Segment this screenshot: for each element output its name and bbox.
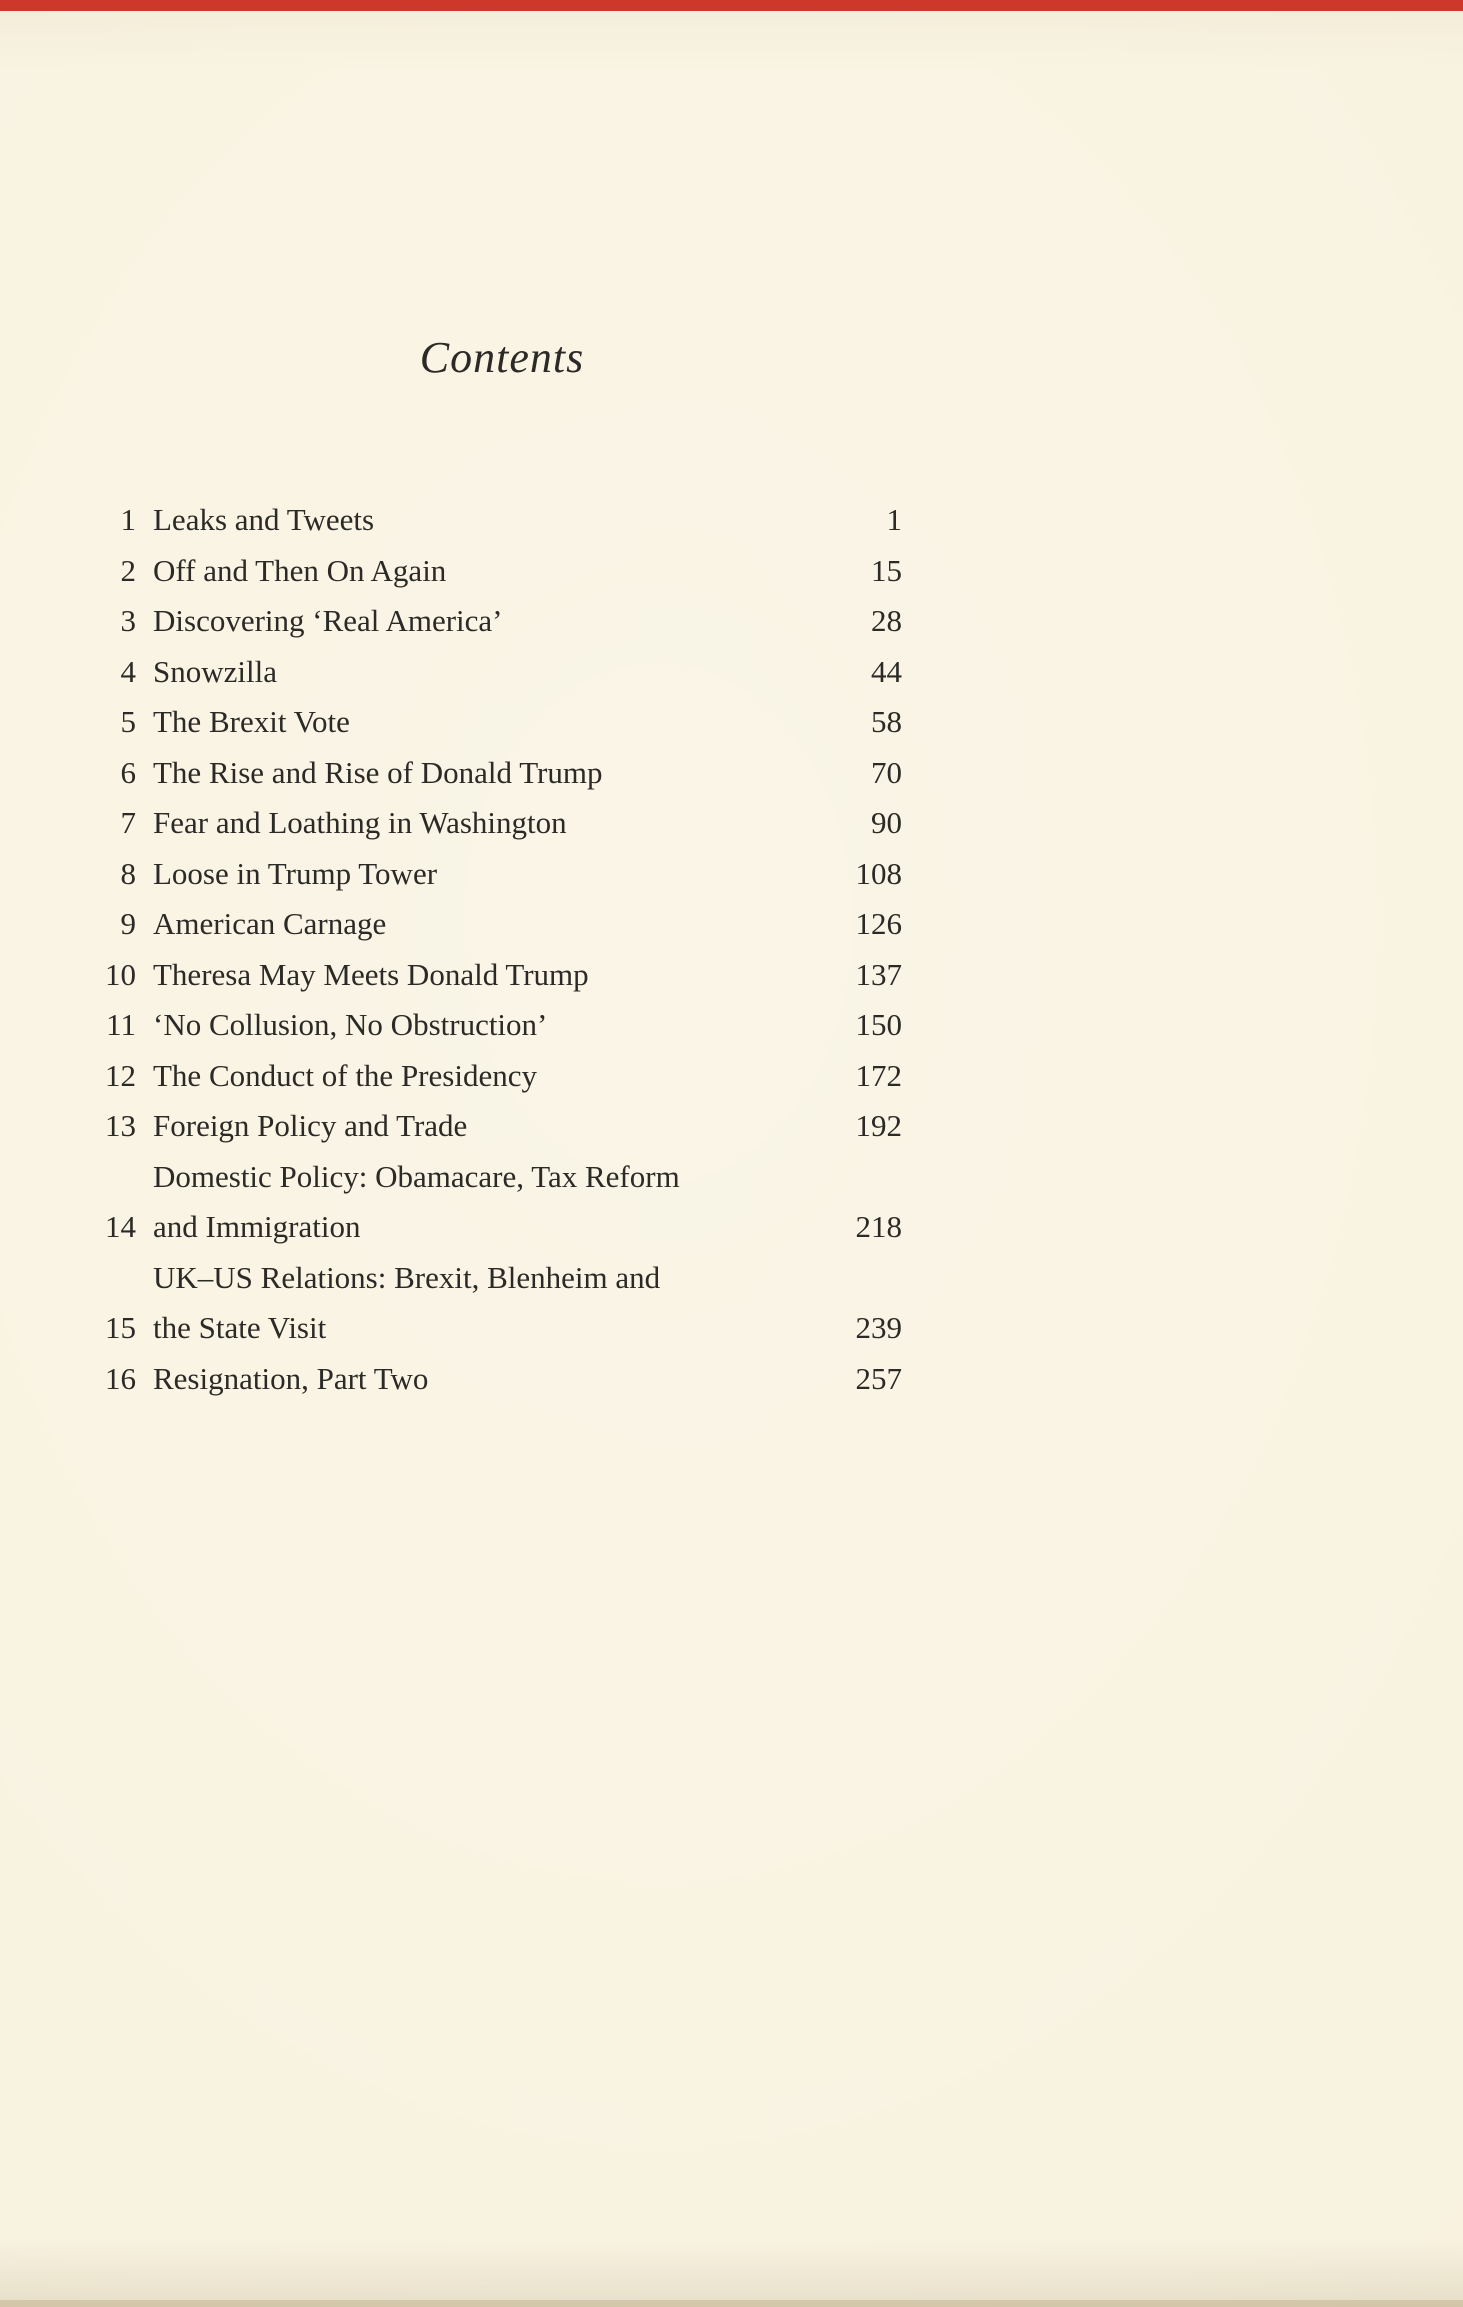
chapter-title-line: Resignation, Part Two xyxy=(153,1360,429,1396)
chapter-title-line: UK–US Relations: Brexit, Blenheim and xyxy=(153,1259,661,1295)
page-number: 28 xyxy=(871,603,902,638)
page-number: 137 xyxy=(855,956,902,992)
chapter-number: 14 xyxy=(105,1209,136,1244)
page-number: 257 xyxy=(855,1360,902,1396)
page-number: 150 xyxy=(855,1007,902,1042)
chapter-title xyxy=(136,849,832,900)
page-number: 126 xyxy=(855,906,902,941)
chapter-title-line: Foreign Policy and Trade xyxy=(153,1108,468,1143)
page-number: 192 xyxy=(855,1108,902,1143)
chapter-number: 2 xyxy=(120,552,136,588)
toc-entry xyxy=(102,596,902,647)
page-number: 15 xyxy=(871,552,902,588)
toc-entry xyxy=(102,495,902,546)
contents-title: Contents xyxy=(419,333,585,382)
chapter-title xyxy=(136,1000,832,1051)
chapter-number: 12 xyxy=(105,1057,136,1093)
chapter-title-line: American Carnage xyxy=(153,906,387,941)
chapter-title xyxy=(136,546,832,597)
chapter-title-line: Fear and Loathing in Washington xyxy=(153,805,567,840)
contents-section xyxy=(102,332,902,1404)
chapter-title xyxy=(136,1253,832,1354)
chapter-number: 10 xyxy=(105,956,136,992)
chapter-title-line: ‘No Collusion, No Obstruction’ xyxy=(153,1007,548,1042)
chapter-number: 6 xyxy=(120,754,136,790)
chapter-title xyxy=(136,495,832,546)
chapter-title-line: Discovering ‘Real America’ xyxy=(153,603,503,638)
chapter-number: 5 xyxy=(120,704,136,739)
toc-list xyxy=(102,495,902,1404)
chapter-number: 3 xyxy=(120,603,136,638)
chapter-title xyxy=(136,899,832,950)
toc-entry xyxy=(102,798,902,849)
page-number: 239 xyxy=(855,1310,902,1345)
page-number: 172 xyxy=(855,1057,902,1093)
chapter-title-line: Leaks and Tweets xyxy=(153,502,375,537)
chapter-number: 15 xyxy=(105,1310,136,1345)
page-bottom-edge xyxy=(0,2300,1463,2307)
chapter-number: 9 xyxy=(120,906,136,941)
chapter-title xyxy=(136,1354,832,1405)
page-number: 58 xyxy=(871,704,902,739)
chapter-title xyxy=(136,950,832,1001)
chapter-title-line: Off and Then On Again xyxy=(153,552,447,588)
chapter-title-line: Snowzilla xyxy=(153,653,277,689)
chapter-title-line: and Immigration xyxy=(153,1209,361,1244)
toc-entry xyxy=(102,1354,902,1405)
chapter-title-line: Loose in Trump Tower xyxy=(153,855,438,891)
toc-entry xyxy=(102,1152,902,1253)
chapter-title-line: the State Visit xyxy=(153,1310,327,1345)
chapter-number: 11 xyxy=(106,1007,136,1042)
page-number: 44 xyxy=(871,653,902,689)
chapter-title xyxy=(136,798,832,849)
toc-entry xyxy=(102,1253,902,1354)
toc-entry xyxy=(102,1101,902,1152)
chapter-title-line: Theresa May Meets Donald Trump xyxy=(153,956,589,992)
chapter-number: 7 xyxy=(120,805,136,840)
toc-entry xyxy=(102,1051,902,1102)
toc-entry xyxy=(102,849,902,900)
chapter-title xyxy=(136,1101,832,1152)
toc-entry xyxy=(102,647,902,698)
page-number: 1 xyxy=(886,502,902,537)
chapter-title-line: Domestic Policy: Obamacare, Tax Reform xyxy=(153,1158,680,1194)
page-number: 70 xyxy=(871,754,902,790)
top-edge-stripe xyxy=(0,0,1463,11)
chapter-title-line: The Rise and Rise of Donald Trump xyxy=(153,754,603,790)
toc-entry xyxy=(102,899,902,950)
chapter-title xyxy=(136,596,832,647)
chapter-title xyxy=(136,647,832,698)
page-number: 90 xyxy=(871,805,902,840)
chapter-title xyxy=(136,748,832,799)
chapter-number: 4 xyxy=(120,653,136,689)
chapter-number: 8 xyxy=(120,855,136,891)
toc-entry xyxy=(102,748,902,799)
chapter-title-line: The Conduct of the Presidency xyxy=(153,1057,537,1093)
chapter-title xyxy=(136,697,832,748)
page-number: 218 xyxy=(855,1209,902,1244)
chapter-number: 13 xyxy=(105,1108,136,1143)
page-number: 108 xyxy=(855,855,902,891)
toc-entry xyxy=(102,950,902,1001)
toc-entry xyxy=(102,697,902,748)
chapter-title-line: The Brexit Vote xyxy=(153,704,350,739)
toc-entry xyxy=(102,546,902,597)
chapter-title xyxy=(136,1051,832,1102)
chapter-number: 1 xyxy=(120,502,136,537)
chapter-title xyxy=(136,1152,832,1253)
toc-entry xyxy=(102,1000,902,1051)
chapter-number: 16 xyxy=(105,1360,136,1396)
